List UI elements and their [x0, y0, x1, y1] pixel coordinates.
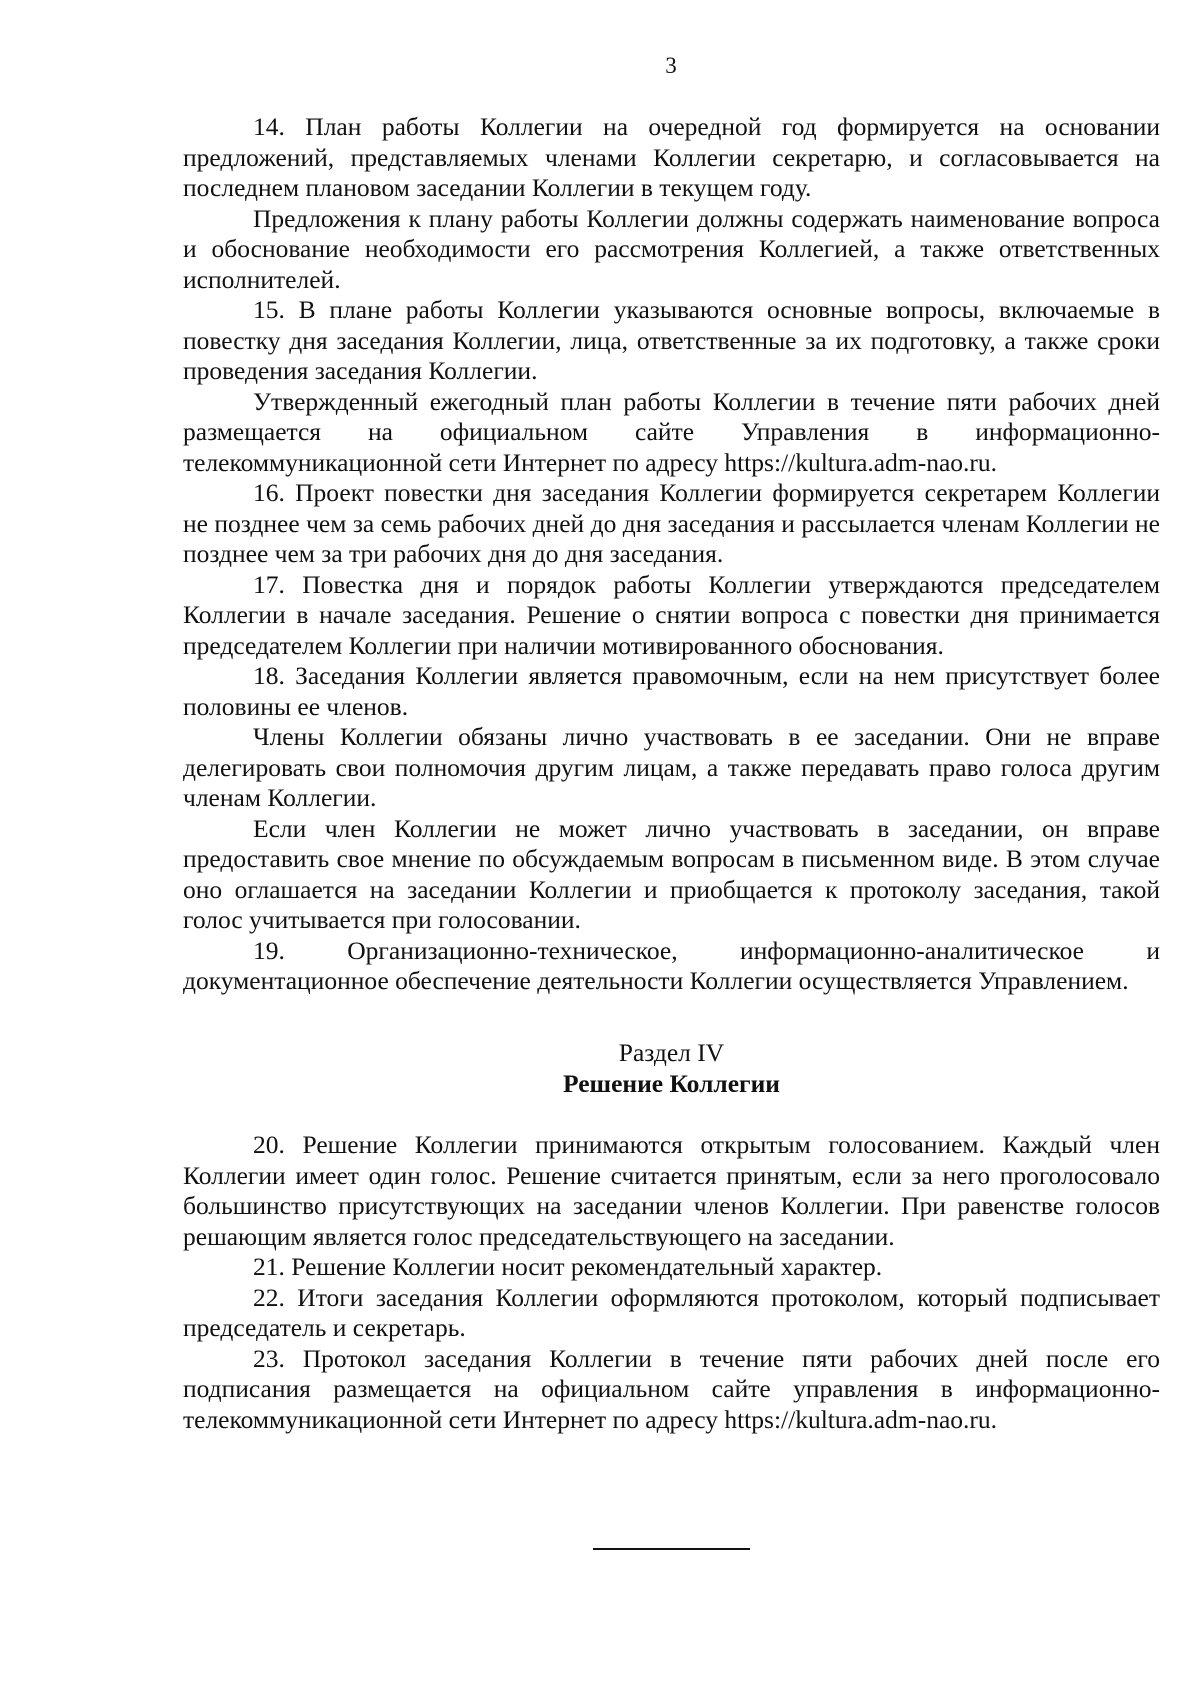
- page-number: 3: [665, 53, 677, 78]
- section-title: Решение Коллегии: [562, 1068, 780, 1098]
- paragraph-14: 14. План работы Коллегии на очередной год формируется на основании предложений, представляемых членами Коллегии секретарю, и согласовывается на последнем плановом заседании Коллегии в текущем году.: [183, 112, 1160, 202]
- paragraph-19: 19. Организационно-техническое, информационно-аналитическое и документационное обеспечение деятельности Коллегии осуществляется Управлением.: [183, 935, 1160, 995]
- section-4-body: [183, 1130, 1160, 1435]
- paragraph-21: 21. Решение Коллегии носит рекомендательный характер.: [253, 1252, 883, 1281]
- section-3-body: [183, 112, 1160, 997]
- section-heading: [183, 1038, 1160, 1099]
- paragraph-23: 23. Протокол заседания Коллегии в течение пяти рабочих дней после его подписания размещается на официальном сайте управления в информационно-телекоммуникационной сети Интернет по адресу https://kultura.adm-nao.ru.: [183, 1343, 1160, 1434]
- section-label: Раздел IV: [618, 1038, 725, 1067]
- paragraph-18-attendance: Члены Коллегии обязаны лично участвовать в ее заседании. Они не вправе делегировать свои полномочия другим лицам, а также передавать право голоса другим членам Коллегии.: [183, 722, 1160, 812]
- paragraph-18-written-opinion: Если член Коллегии не может лично участвовать в заседании, он вправе предоставить свое мнение по обсуждаемым вопросам в письменном виде. В этом случае оно оглашается на заседании Коллегии и приобщается к протоколу заседания, такой голос учитывается при голосовании.: [183, 813, 1160, 934]
- paragraph-22: 22. Итоги заседания Коллегии оформляются протоколом, который подписывает председатель и секретарь.: [183, 1282, 1160, 1342]
- paragraph-14-proposals: Предложения к плану работы Коллегии должны содержать наименование вопроса и обоснование необходимости его рассмотрения Коллегией, а также ответственных исполнителей.: [183, 203, 1160, 294]
- end-rule: [593, 1548, 750, 1550]
- paragraph-17: 17. Повестка дня и порядок работы Коллегии утверждаются председателем Коллегии в начале заседания. Решение о снятии вопроса с повестки дня принимается председателем Коллегии при наличии мотивированного обоснования.: [183, 569, 1160, 660]
- paragraph-16: 16. Проект повестки дня заседания Коллегии формируется секретарем Коллегии не позднее чем за семь рабочих дней до дня заседания и рассылается членам Коллегии не позднее чем за три рабочих дня до дня заседания.: [183, 478, 1160, 568]
- paragraph-15: 15. В плане работы Коллегии указываются основные вопросы, включаемые в повестку дня заседания Коллегии, лица, ответственные за их подготовку, а также сроки проведения заседания Коллегии.: [183, 295, 1160, 385]
- paragraph-20: 20. Решение Коллегии принимаются открытым голосованием. Каждый член Коллегии имеет один голос. Решение считается принятым, если за него проголосовало большинство присутствующих на заседании членов Коллегии. При равенстве голосов решающим является голос председательствующего на заседании.: [183, 1130, 1160, 1251]
- paragraph-15-publication: Утвержденный ежегодный план работы Коллегии в течение пяти рабочих дней размещается на официальном сайте Управления в информационно-телекоммуникационной сети Интернет по адресу https://kultura.adm-nao.ru.: [183, 386, 1160, 477]
- paragraph-18: 18. Заседания Коллегии является правомочным, если на нем присутствует более половины ее членов.: [183, 661, 1160, 721]
